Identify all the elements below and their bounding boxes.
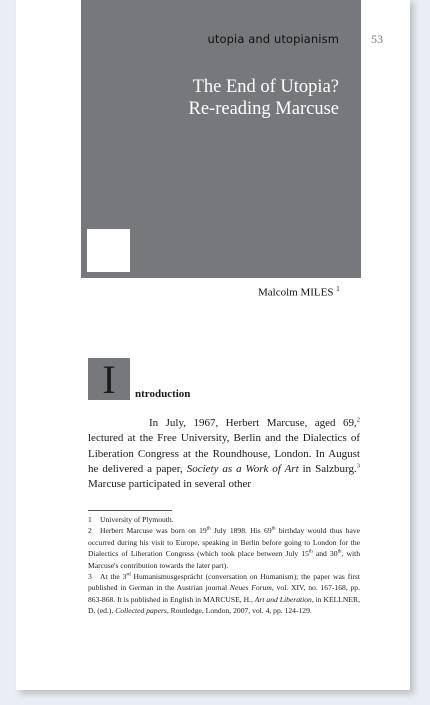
ordinal-suffix: th bbox=[308, 549, 313, 555]
journal-name: Neues Forum bbox=[229, 583, 272, 593]
journal-title: utopia and utopianism bbox=[207, 32, 339, 46]
footnote-2 bbox=[88, 525, 360, 571]
author-name: Malcolm MILES bbox=[258, 286, 334, 299]
page-number: 53 bbox=[371, 32, 383, 46]
footnote-rule bbox=[88, 510, 172, 511]
footnote-text: , Routledge, London, 2007, vol. 4, pp. 124-129. bbox=[166, 606, 312, 616]
footnote-number: 3 bbox=[88, 572, 92, 582]
work-title: Society as a Work of Art bbox=[186, 462, 299, 475]
footnote-text: birthday would thus have occurred during his visit to Europe, speaking in Berlin before going to London for the Dialectics of Liberation Congress (which took place between July 15 bbox=[88, 526, 360, 559]
footnote-text: and 30 bbox=[312, 549, 338, 559]
article-title bbox=[188, 76, 339, 120]
footnotes bbox=[88, 514, 360, 617]
title-banner bbox=[81, 0, 361, 278]
footnote-text: July 1898. His 69 bbox=[210, 526, 272, 536]
author-line bbox=[258, 285, 340, 299]
author-footnote-ref: 1 bbox=[336, 285, 340, 293]
footnote-number: 1 bbox=[88, 515, 92, 524]
ordinal-suffix: th bbox=[337, 549, 342, 555]
footnote-text: Herbert Marcuse was born on 19 bbox=[100, 526, 207, 536]
body-span: lectured at the Free University, Berlin and the Dialectics of Liberation Congress at the Roundhouse, London. In August he delivered a paper, bbox=[88, 432, 360, 475]
body-text bbox=[88, 416, 360, 492]
footnote-text: University of Plymouth. bbox=[100, 515, 174, 524]
work-title: Art and Liberation bbox=[254, 594, 312, 604]
footnote-number: 2 bbox=[88, 526, 92, 536]
section-heading: ntroduction bbox=[135, 388, 191, 400]
footnote-text: , in KELLNER, D. (ed.), bbox=[88, 594, 361, 616]
footnote-ref-3: 3 bbox=[356, 462, 360, 470]
footnote-text: At the 3 bbox=[100, 572, 127, 582]
ordinal-suffix: th bbox=[271, 526, 276, 532]
drop-cap: I bbox=[88, 358, 130, 400]
body-span: In July, 1967, Herbert Marcuse, aged 69, bbox=[149, 417, 357, 429]
article-title-line-1: The End of Utopia? bbox=[192, 77, 339, 97]
article-title-line-2: Re-reading Marcuse bbox=[188, 99, 339, 119]
body-span: Marcuse participated in several other bbox=[88, 478, 252, 491]
decorative-square bbox=[87, 229, 130, 272]
paragraph bbox=[88, 416, 360, 492]
footnote-1 bbox=[88, 514, 360, 525]
body-span: in Salzburg. bbox=[298, 462, 357, 475]
footnote-ref-2: 2 bbox=[356, 416, 360, 424]
ordinal-suffix: th bbox=[206, 526, 211, 532]
footnote-text: , vol. XIV, no. 167-168, pp. 863-868. It is published in English in MARCUSE, H., bbox=[88, 583, 360, 604]
footnote-text: Humanismusgesprächt (conversation on Humanism); the paper was first published in German in the Austrian journal bbox=[88, 572, 360, 593]
page bbox=[16, 0, 410, 690]
footnote-3 bbox=[88, 571, 360, 617]
work-title: Collected papers bbox=[115, 606, 167, 616]
ordinal-suffix: rd bbox=[126, 572, 131, 578]
footnote-text: , with Marcuse's contribution towards the later part). bbox=[88, 549, 360, 570]
